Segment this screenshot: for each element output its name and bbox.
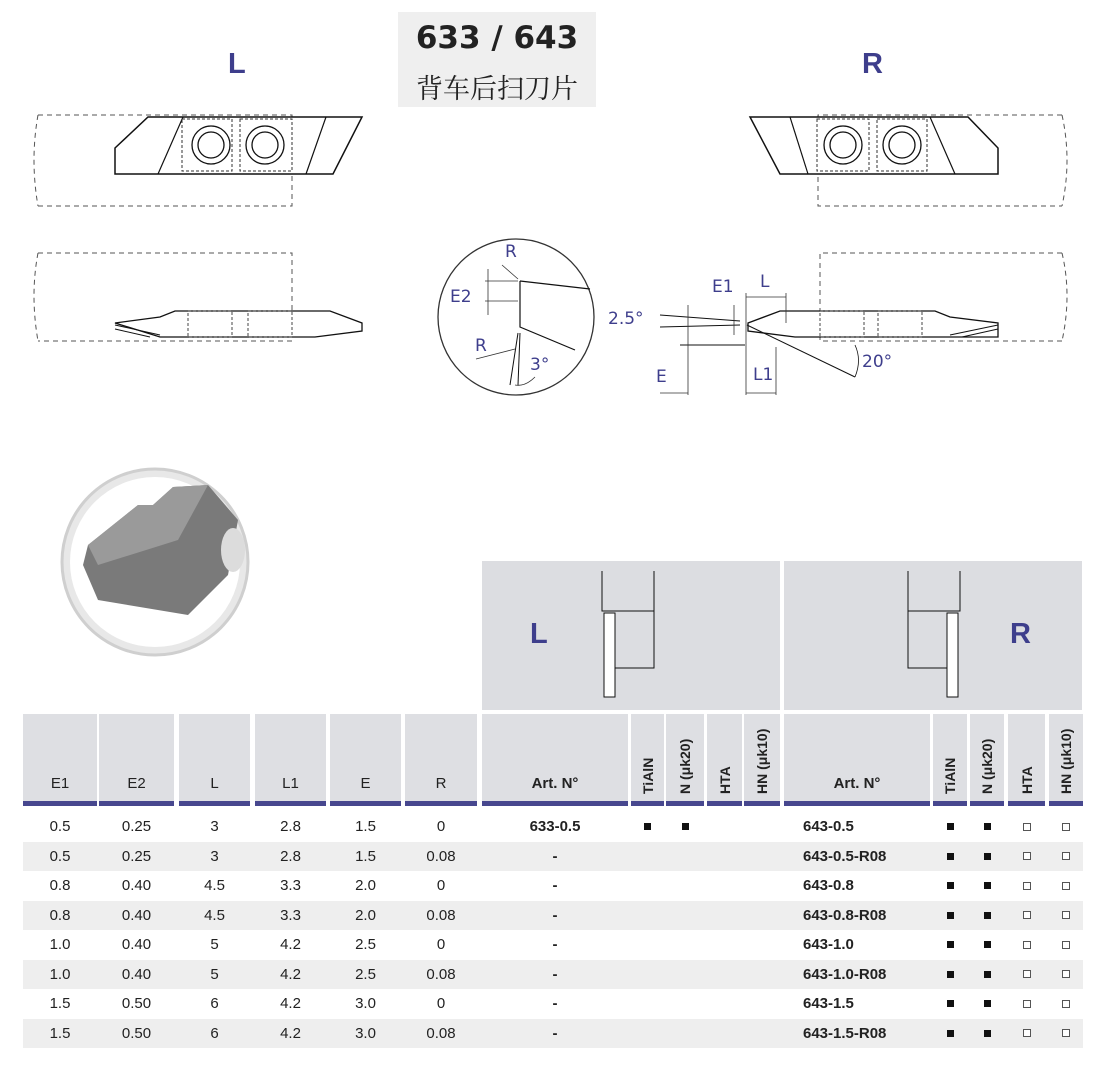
table-cell-e1: 0.8 [49,877,71,895]
table-header-accent-bar [255,801,326,806]
table-cell-l1: 4.2 [280,965,301,983]
on-request-marker [1023,852,1031,860]
right-coating-cell [1049,960,1083,990]
available-marker [947,971,954,978]
right-coating-cell [970,960,1004,990]
table-header-accent-bar [179,801,250,806]
right-article-number: 643-0.8 [803,877,854,895]
right-coating-cell [933,960,967,990]
right-coating-cell [1049,812,1083,842]
right-coating-header-2: HTA [1018,766,1035,794]
on-request-marker [1023,1000,1031,1008]
table-cell-r: 0 [436,995,446,1013]
left-insert-top-view [0,100,400,220]
right-coating-cell [1008,1019,1045,1049]
table-cell-e: 2.5 [355,965,376,983]
column-header-e: E [360,774,371,792]
available-marker [984,853,991,860]
detail-label-r-bottom: R [475,336,487,356]
table-cell-l: 5 [210,936,219,954]
on-request-marker [1023,1029,1031,1037]
table-header-accent-bar [666,801,704,806]
table-cell-e: 2.0 [355,877,376,895]
column-header-r: R [435,774,447,792]
left-article-number: - [552,936,558,954]
dim-label-angle-20: 20° [862,352,893,372]
table-cell-l: 4.5 [204,906,225,924]
table-cell-r: 0.08 [426,906,456,924]
available-marker [984,912,991,919]
right-insert-top-view [700,100,1100,220]
right-coating-cell [970,812,1004,842]
table-cell-e2: 0.50 [121,1024,152,1042]
left-panel-drawing [482,561,780,710]
table-cell-e1: 1.5 [49,1024,71,1042]
table-header-accent-bar [784,801,930,806]
table-cell-l1: 4.2 [280,1024,301,1042]
right-coating-header-1: N (μk20) [979,738,995,794]
right-coating-cell [933,901,967,931]
left-article-number: - [552,995,558,1013]
table-cell-e2: 0.25 [121,818,152,836]
dim-label-l1: L1 [753,365,774,385]
table-cell-l: 6 [210,995,219,1013]
available-marker [947,941,954,948]
right-coating-cell [1049,901,1083,931]
table-cell-e1: 0.5 [49,818,71,836]
right-article-number: 643-1.0-R08 [803,965,887,983]
table-cell-e: 1.5 [355,818,376,836]
column-header-right-art: Art. N° [833,774,881,792]
dim-label-l: L [760,272,770,292]
available-marker [947,882,954,889]
product-code-title: 633 / 643 [415,20,579,56]
table-header-accent-bar [1008,801,1045,806]
left-coating-header-1: N (μk20) [677,738,693,794]
table-header-accent-bar [482,801,628,806]
product-subtitle: 背车后扫刀片 [416,74,578,105]
right-coating-cell [933,812,967,842]
left-coating-cell [666,812,704,842]
right-coating-cell [970,989,1004,1019]
column-header-e2: E2 [127,774,146,792]
table-cell-e1: 0.8 [49,906,71,924]
on-request-marker [1062,852,1070,860]
available-marker [984,1030,991,1037]
right-coating-cell [933,871,967,901]
right-coating-header-0: TiAlN [942,757,958,794]
table-header-accent-bar [744,801,780,806]
left-insert-side-view [0,245,400,355]
available-marker [984,971,991,978]
right-coating-cell [1008,901,1045,931]
right-coating-cell [970,871,1004,901]
table-cell-r: 0.08 [426,847,456,865]
dim-label-e1: E1 [712,277,734,297]
table-cell-l1: 2.8 [280,818,301,836]
right-coating-cell [1049,989,1083,1019]
detail-label-e2: E2 [450,287,472,307]
right-coating-cell [1008,812,1045,842]
column-header-left-art: Art. N° [531,774,579,792]
table-cell-r: 0.08 [426,965,456,983]
on-request-marker [1023,882,1031,890]
right-coating-cell [1008,930,1045,960]
table-cell-l: 4.5 [204,877,225,895]
table-header-accent-bar [330,801,401,806]
table-cell-e2: 0.40 [121,877,152,895]
table-cell-e2: 0.40 [121,936,152,954]
table-cell-l: 5 [210,965,219,983]
right-coating-cell [1049,1019,1083,1049]
table-cell-l: 6 [210,1024,219,1042]
table-cell-e2: 0.50 [121,995,152,1013]
edge-detail-view [430,235,605,400]
column-header-l: L [210,774,219,792]
insert-product-image [58,465,258,665]
table-cell-e1: 0.5 [49,847,71,865]
table-cell-e1: 1.5 [49,995,71,1013]
right-coating-cell [1049,930,1083,960]
table-cell-r: 0 [436,877,446,895]
left-article-number: - [552,877,558,895]
table-header-accent-bar [99,801,174,806]
right-coating-header-3: HN (μk10) [1058,728,1074,794]
on-request-marker [1023,823,1031,831]
on-request-marker [1062,911,1070,919]
table-cell-e: 2.0 [355,906,376,924]
right-article-number: 643-0.5 [803,818,854,836]
dim-label-angle-2-5: 2.5° [608,309,644,329]
right-coating-cell [970,930,1004,960]
panel-right-label: R [1010,618,1031,650]
on-request-marker [1062,882,1070,890]
right-article-number: 643-1.5 [803,995,854,1013]
table-header-accent-bar [631,801,664,806]
on-request-marker [1062,1029,1070,1037]
available-marker [947,1030,954,1037]
table-header-accent-bar [23,801,97,806]
table-cell-e2: 0.40 [121,965,152,983]
table-header-accent-bar [970,801,1004,806]
on-request-marker [1062,1000,1070,1008]
table-header-accent-bar [1049,801,1083,806]
right-coating-cell [970,842,1004,872]
table-cell-e: 3.0 [355,995,376,1013]
right-coating-cell [1008,989,1045,1019]
right-panel-drawing [784,561,1082,710]
available-marker [984,823,991,830]
left-article-number: - [552,906,558,924]
available-marker [947,1000,954,1007]
left-coating-cell [631,812,664,842]
table-cell-r: 0 [436,818,446,836]
table-cell-l: 3 [210,847,219,865]
table-cell-l1: 4.2 [280,936,301,954]
table-cell-e2: 0.25 [121,847,152,865]
table-cell-l1: 2.8 [280,847,301,865]
right-article-number: 643-1.5-R08 [803,1024,887,1042]
available-marker [644,823,651,830]
on-request-marker [1023,941,1031,949]
dim-label-e: E [656,367,667,387]
left-coating-header-2: HTA [716,766,733,794]
table-cell-r: 0 [436,936,446,954]
right-coating-cell [970,901,1004,931]
table-header-accent-bar [933,801,967,806]
table-cell-e1: 1.0 [49,936,71,954]
table-cell-l1: 3.3 [280,877,301,895]
right-coating-cell [1049,871,1083,901]
available-marker [984,941,991,948]
right-article-number: 643-0.5-R08 [803,847,887,865]
table-header-accent-bar [405,801,477,806]
table-cell-e: 2.5 [355,936,376,954]
on-request-marker [1023,911,1031,919]
right-coating-cell [1049,842,1083,872]
available-marker [984,882,991,889]
table-cell-e1: 1.0 [49,965,71,983]
left-article-number: 633-0.5 [529,818,581,836]
right-coating-cell [1008,960,1045,990]
right-coating-cell [1008,842,1045,872]
table-cell-e: 1.5 [355,847,376,865]
available-marker [947,823,954,830]
right-coating-cell [933,989,967,1019]
left-article-number: - [552,847,558,865]
left-article-number: - [552,965,558,983]
left-side-label: L [228,48,246,80]
left-coating-header-3: HN (μk10) [754,728,770,794]
detail-label-angle-3: 3° [530,355,550,375]
column-header-e1: E1 [50,774,70,792]
right-coating-cell [933,1019,967,1049]
right-coating-cell [970,1019,1004,1049]
table-cell-l1: 4.2 [280,995,301,1013]
right-coating-cell [1008,871,1045,901]
table-cell-e: 3.0 [355,1024,376,1042]
on-request-marker [1062,823,1070,831]
on-request-marker [1062,941,1070,949]
right-coating-cell [933,842,967,872]
dimension-drawing [600,265,900,405]
left-article-number: - [552,1024,558,1042]
right-article-number: 643-1.0 [803,936,854,954]
table-cell-e2: 0.40 [121,906,152,924]
available-marker [947,853,954,860]
available-marker [682,823,689,830]
table-cell-r: 0.08 [426,1024,456,1042]
column-header-l1: L1 [282,774,299,792]
left-coating-header-0: TiAlN [639,757,656,794]
table-cell-l1: 3.3 [280,906,301,924]
panel-left-label: L [530,618,548,650]
table-cell-l: 3 [210,818,219,836]
on-request-marker [1023,970,1031,978]
table-header-accent-bar [707,801,742,806]
right-coating-cell [933,930,967,960]
available-marker [947,912,954,919]
right-article-number: 643-0.8-R08 [803,906,887,924]
available-marker [984,1000,991,1007]
detail-label-r-top: R [505,242,517,262]
right-side-label: R [862,48,883,80]
on-request-marker [1062,970,1070,978]
